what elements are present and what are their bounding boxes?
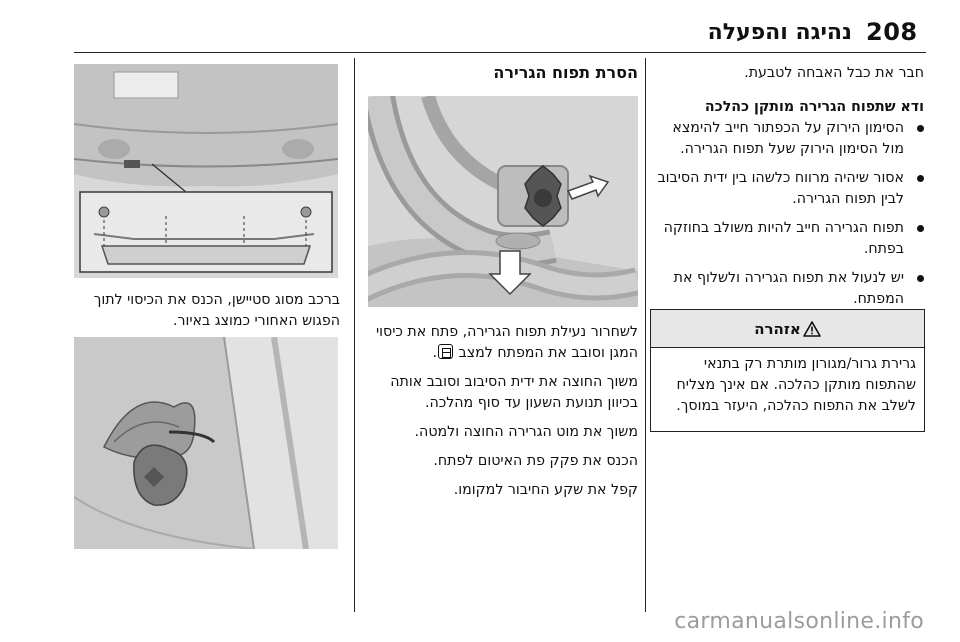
bullet-dot-icon bbox=[917, 125, 924, 132]
check-list bbox=[650, 118, 924, 318]
towbar-illustration bbox=[368, 96, 638, 307]
list-item bbox=[650, 168, 924, 210]
section-title: הסרת תפוח הגרירה bbox=[493, 63, 638, 82]
list-item-text: יש לנעול את תפוח הגרירה ולשלוף את המפתח. bbox=[673, 270, 904, 307]
list-item bbox=[650, 218, 924, 260]
list-item bbox=[650, 268, 924, 310]
watermark: carmanualsonline.info bbox=[674, 609, 924, 634]
instruction-paragraph: קפל את שקע החיבור למקומו. bbox=[453, 482, 638, 498]
rear-bumper-illustration bbox=[74, 64, 338, 278]
instruction-paragraph: משוך את מוט הגרירה החוצה ולמטה. bbox=[414, 424, 638, 440]
instruction-paragraph: משוך החוצה את ידית הסיבוב וסובב אותה בכיוון תנועת השעון עד סוף מהלכה. bbox=[390, 374, 638, 411]
warning-header bbox=[651, 310, 924, 348]
column-divider-left bbox=[354, 58, 355, 612]
header-rule bbox=[74, 52, 926, 53]
intro-line: חבר את כבל האבחה לטבעת. bbox=[744, 65, 924, 81]
list-item-text: אסור שיהיה מרווח כלשהו בין ידית הסיבוב לבין תפוח הגרירה. bbox=[657, 170, 904, 207]
instruction-paragraph: לשחרור נעילת תפוח הגרירה, פתח את כיסוי המגן וסובב את המפתח למצב . bbox=[375, 324, 638, 361]
towbar-removal-drawing bbox=[368, 96, 638, 307]
warning-heading: אזהרה bbox=[754, 319, 801, 338]
rear-bumper-drawing bbox=[74, 64, 338, 278]
bullet-dot-icon bbox=[917, 175, 924, 182]
unlock-symbol-icon bbox=[438, 344, 453, 359]
trunk-illustration bbox=[74, 337, 338, 549]
instruction-text: לשחרור נעילת תפוח הגרירה, פתח את כיסוי המגן וסובב את המפתח למצב bbox=[375, 324, 638, 361]
illustration-caption: ברכב מסוג סטיישן, הכנס את הכיסוי לתוך הפגוש האחורי כמוצג באיור. bbox=[93, 292, 340, 329]
page-number: 208 bbox=[866, 18, 918, 46]
column-divider-right bbox=[645, 58, 646, 612]
instructions bbox=[366, 322, 638, 509]
warning-box bbox=[650, 309, 925, 432]
warning-triangle-icon bbox=[803, 321, 821, 337]
bullet-dot-icon bbox=[917, 275, 924, 282]
trunk-storage-drawing bbox=[74, 337, 338, 549]
list-item-text: תפוח הגרירה חייב להיות משולב בחוזקה בפתח. bbox=[663, 220, 904, 257]
list-item-text: הסימון הירוק על הכפתור חייב להימצא מול הסימון הירוק שעל תפוח הגרירה. bbox=[672, 120, 904, 157]
list-item bbox=[650, 118, 924, 160]
instruction-paragraph: הכנס את פקק פת האיטום לפתח. bbox=[433, 453, 638, 469]
bullet-dot-icon bbox=[917, 225, 924, 232]
warning-body: גרירת גרור/מגורון מותרת רק בתנאי שהתפוח מותקן כהלכה. אם אינך מצליח לשלב את התפוח כהלכה, היעזר במוסך. bbox=[676, 356, 916, 414]
page-title: נהיגה והפעלה bbox=[707, 20, 852, 45]
section-heading: ודא שתפוח הגרירה מותקן כהלכה bbox=[704, 99, 924, 115]
